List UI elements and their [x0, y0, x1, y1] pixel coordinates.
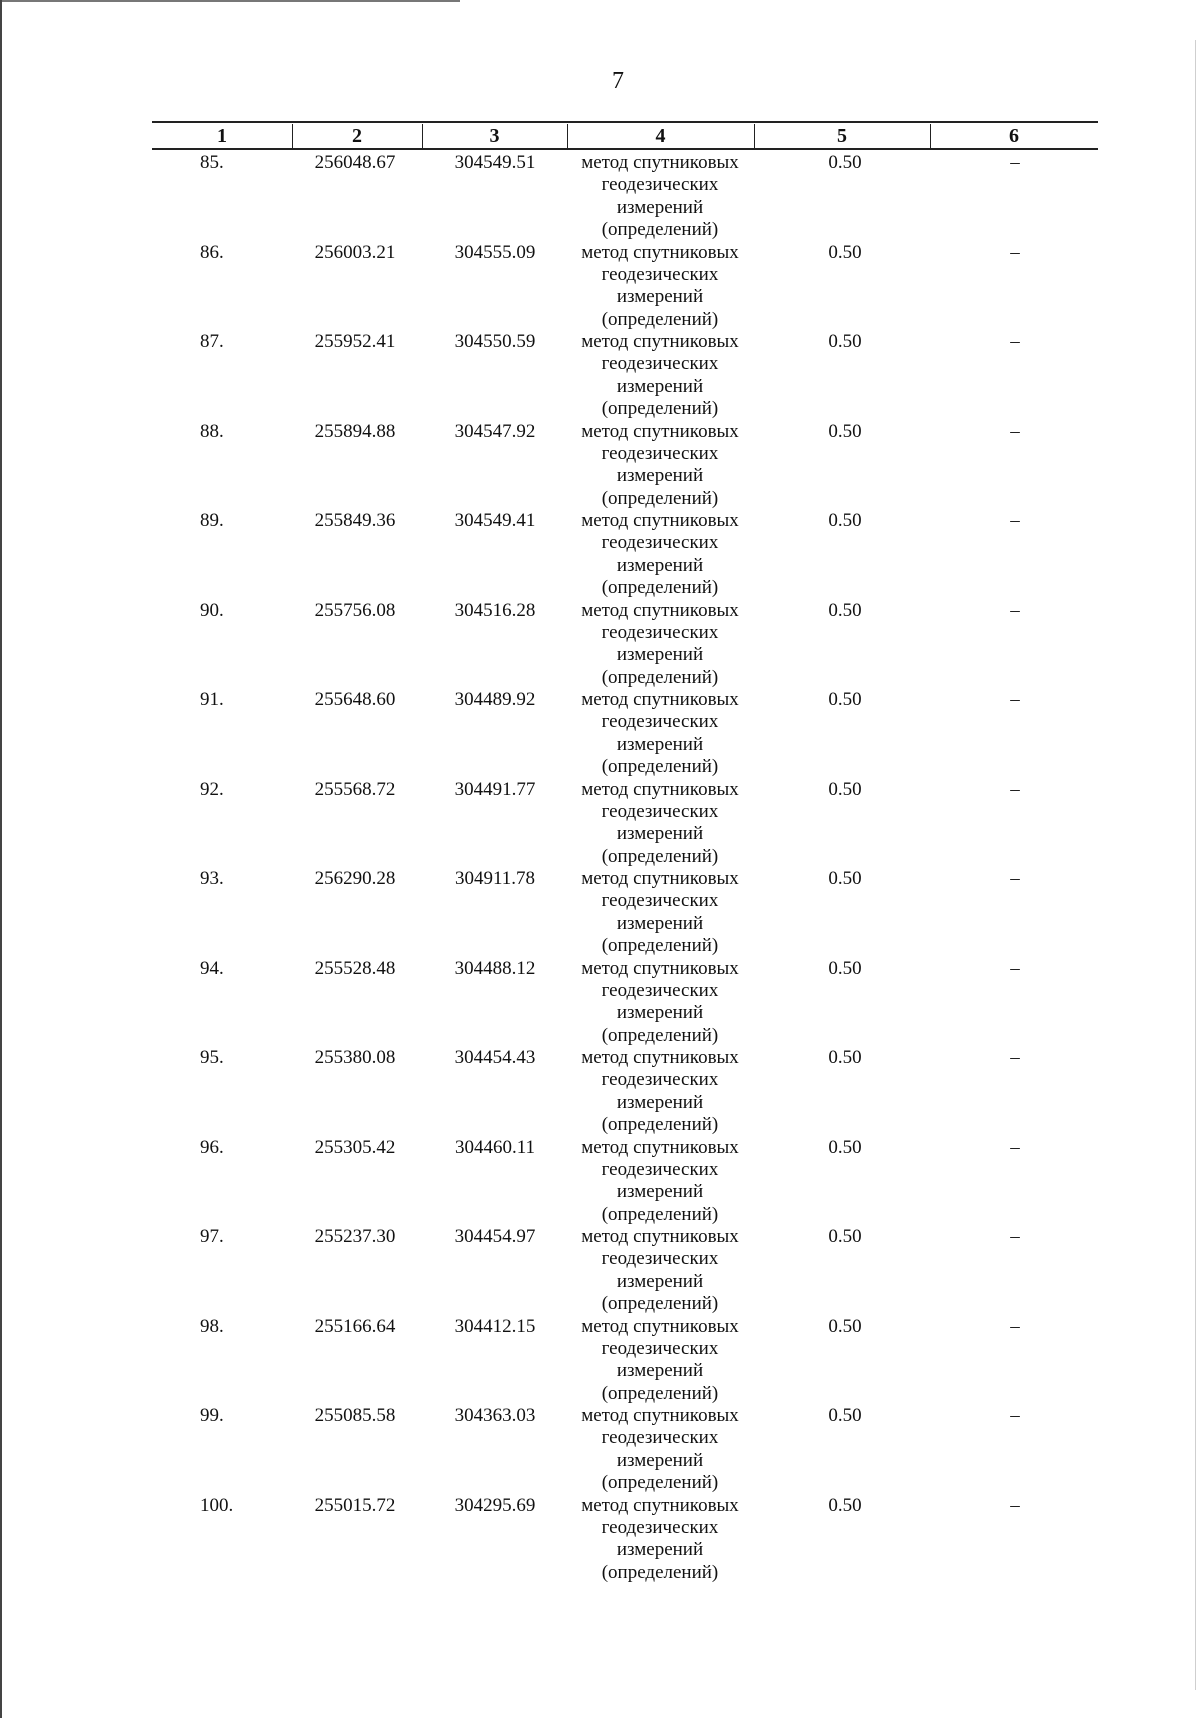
method-line: измерений [616, 375, 704, 397]
coordinate-y: 304460.11 [454, 1136, 536, 1158]
method-line: геодезических [601, 1516, 719, 1538]
method-line: измерений [616, 1270, 704, 1292]
determination-method [555, 689, 765, 779]
method-line: (определений) [601, 1472, 719, 1494]
accuracy-value: 0.50 [828, 957, 862, 979]
point-number: 88. [200, 420, 224, 442]
method-line: метод спутниковых [581, 1226, 739, 1247]
method-line: измерений [616, 196, 704, 218]
table-row [0, 1226, 1200, 1316]
method-line: геодезических [601, 442, 719, 464]
table-row [0, 510, 1200, 600]
accuracy-value: 0.50 [828, 1136, 862, 1158]
point-number: 87. [200, 331, 224, 352]
point-number: 86. [200, 241, 224, 263]
method-line: измерений [616, 733, 704, 755]
accuracy-value: 0.50 [828, 868, 862, 889]
method-line: геодезических [601, 174, 719, 196]
coordinate-y: 304549.41 [454, 510, 536, 531]
coordinate-x: 256048.67 [314, 152, 396, 173]
method-line: (определений) [601, 1114, 719, 1136]
method-line: геодезических [601, 1158, 719, 1180]
point-number: 93. [200, 868, 224, 889]
coordinate-x: 255085.58 [314, 1405, 396, 1426]
accuracy-value: 0.50 [828, 599, 862, 621]
determination-method [555, 331, 765, 421]
method-line: метод спутниковых [581, 599, 739, 621]
coordinate-y: 304488.12 [454, 957, 536, 979]
note-dash: – [1010, 1494, 1020, 1516]
table-row [0, 1316, 1200, 1406]
column-header-3: 3 [489, 125, 500, 147]
method-line: измерений [616, 554, 704, 576]
method-line: измерений [616, 1181, 704, 1203]
determination-method [555, 1047, 765, 1137]
coordinate-y: 304547.92 [454, 420, 536, 442]
coordinate-y: 304555.09 [454, 241, 536, 263]
method-line: геодезических [601, 1248, 719, 1270]
coordinate-y: 304550.59 [454, 331, 536, 352]
coordinate-x: 255237.30 [314, 1226, 396, 1247]
coordinate-y: 304911.78 [454, 868, 536, 889]
method-line: измерений [616, 1002, 704, 1024]
method-line: (определений) [601, 308, 719, 330]
method-line: геодезических [601, 711, 719, 733]
determination-method [555, 152, 765, 242]
note-dash: – [1010, 1315, 1020, 1337]
point-number: 92. [200, 778, 224, 800]
determination-method [555, 779, 765, 869]
point-number: 89. [200, 510, 224, 531]
scan-edge-top [0, 0, 460, 2]
table-row [0, 152, 1200, 242]
determination-method [555, 1226, 765, 1316]
method-line: измерений [616, 644, 704, 666]
method-line: метод спутниковых [581, 957, 739, 979]
method-line: метод спутниковых [581, 331, 739, 352]
method-line: измерений [616, 1539, 704, 1561]
coordinate-x: 255952.41 [314, 331, 396, 352]
note-dash: – [1010, 1405, 1020, 1426]
point-number: 85. [200, 152, 224, 173]
method-line: метод спутниковых [581, 420, 739, 442]
method-line: метод спутниковых [581, 1315, 739, 1337]
determination-method [555, 510, 765, 600]
note-dash: – [1010, 778, 1020, 800]
point-number: 99. [200, 1405, 224, 1426]
column-header-5: 5 [837, 125, 847, 147]
method-line: (определений) [601, 845, 719, 867]
accuracy-value: 0.50 [828, 1405, 862, 1426]
column-header-4: 4 [655, 125, 666, 147]
point-number: 91. [200, 689, 224, 710]
coordinate-x: 255166.64 [314, 1315, 396, 1337]
coordinate-x: 255648.60 [314, 689, 396, 710]
method-line: (определений) [601, 666, 719, 688]
table-row [0, 1405, 1200, 1495]
method-line: метод спутниковых [581, 241, 739, 263]
accuracy-value: 0.50 [828, 331, 862, 352]
method-line: измерений [616, 1449, 704, 1471]
determination-method [555, 1316, 765, 1406]
method-line: геодезических [601, 1337, 719, 1359]
note-dash: – [1010, 957, 1020, 979]
determination-method [555, 421, 765, 511]
accuracy-value: 0.50 [828, 1047, 862, 1068]
coordinate-x: 255015.72 [314, 1494, 396, 1516]
note-dash: – [1010, 868, 1020, 889]
table-row [0, 1495, 1200, 1585]
method-line: геодезических [601, 979, 719, 1001]
note-dash: – [1010, 152, 1020, 173]
method-line: (определений) [601, 1382, 719, 1404]
note-dash: – [1010, 510, 1020, 531]
column-header-2: 2 [352, 125, 362, 147]
coordinate-x: 255756.08 [314, 599, 396, 621]
coordinate-y: 304516.28 [454, 599, 536, 621]
point-number: 98. [200, 1315, 224, 1337]
coordinate-x: 256003.21 [314, 241, 396, 263]
determination-method [555, 958, 765, 1048]
accuracy-value: 0.50 [828, 778, 862, 800]
note-dash: – [1010, 1226, 1020, 1247]
method-line: измерений [616, 1360, 704, 1382]
method-line: измерений [616, 1091, 704, 1113]
table-row [0, 331, 1200, 421]
method-line: (определений) [601, 1024, 719, 1046]
coordinate-y: 304549.51 [454, 152, 536, 173]
accuracy-value: 0.50 [828, 420, 862, 442]
determination-method [555, 1137, 765, 1227]
accuracy-value: 0.50 [828, 510, 862, 531]
note-dash: – [1010, 420, 1020, 442]
method-line: измерений [616, 912, 704, 934]
point-number: 95. [200, 1047, 224, 1068]
table-row [0, 421, 1200, 511]
method-line: геодезических [601, 890, 719, 912]
method-line: (определений) [601, 935, 719, 957]
method-line: (определений) [601, 1293, 719, 1315]
method-line: (определений) [601, 1561, 719, 1583]
note-dash: – [1010, 689, 1020, 710]
method-line: геодезических [601, 1427, 719, 1449]
note-dash: – [1010, 331, 1020, 352]
method-line: измерений [616, 823, 704, 845]
method-line: геодезических [601, 621, 719, 643]
note-dash: – [1010, 241, 1020, 263]
table-row [0, 689, 1200, 779]
method-line: (определений) [601, 577, 719, 599]
method-line: метод спутниковых [581, 1494, 739, 1516]
method-line: метод спутниковых [581, 689, 739, 710]
accuracy-value: 0.50 [828, 241, 862, 263]
coordinate-y: 304454.43 [454, 1047, 536, 1068]
accuracy-value: 0.50 [828, 1494, 862, 1516]
method-line: (определений) [601, 219, 719, 241]
table-row [0, 958, 1200, 1048]
coordinate-y: 304363.03 [454, 1405, 536, 1426]
accuracy-value: 0.50 [828, 1315, 862, 1337]
coordinate-y: 304491.77 [454, 778, 536, 800]
method-line: метод спутниковых [581, 510, 739, 531]
table-header-top-rule [152, 121, 1098, 123]
method-line: геодезических [601, 800, 719, 822]
determination-method [555, 600, 765, 690]
table-header-bottom-rule [152, 148, 1098, 150]
column-header-6: 6 [1009, 125, 1019, 147]
coordinate-x: 255528.48 [314, 957, 396, 979]
coordinate-y: 304295.69 [454, 1494, 536, 1516]
note-dash: – [1010, 1047, 1020, 1068]
method-line: геодезических [601, 263, 719, 285]
method-line: метод спутниковых [581, 1047, 739, 1068]
table-row [0, 242, 1200, 332]
coordinate-y: 304489.92 [454, 689, 536, 710]
method-line: метод спутниковых [581, 868, 739, 889]
point-number: 94. [200, 957, 224, 979]
page-number: 7 [612, 68, 624, 94]
method-line: (определений) [601, 398, 719, 420]
method-line: (определений) [601, 756, 719, 778]
method-line: измерений [616, 465, 704, 487]
table-row [0, 779, 1200, 869]
method-line: (определений) [601, 487, 719, 509]
method-line: метод спутниковых [581, 1405, 739, 1426]
point-number: 96. [200, 1136, 224, 1158]
method-line: геодезических [601, 1069, 719, 1091]
method-line: метод спутниковых [581, 778, 739, 800]
coordinate-x: 255305.42 [314, 1136, 396, 1158]
table-row [0, 868, 1200, 958]
table-row [0, 1137, 1200, 1227]
point-number: 90. [200, 599, 224, 621]
accuracy-value: 0.50 [828, 689, 862, 710]
table-row [0, 600, 1200, 690]
coordinate-x: 255380.08 [314, 1047, 396, 1068]
column-header-1: 1 [217, 125, 227, 147]
table-row [0, 1047, 1200, 1137]
coordinate-x: 255849.36 [314, 510, 396, 531]
point-number: 100. [200, 1494, 234, 1516]
determination-method [555, 1405, 765, 1495]
coordinate-x: 255568.72 [314, 778, 396, 800]
accuracy-value: 0.50 [828, 1226, 862, 1247]
determination-method [555, 242, 765, 332]
coordinate-x: 256290.28 [314, 868, 396, 889]
method-line: геодезических [601, 353, 719, 375]
determination-method [555, 868, 765, 958]
coordinate-y: 304454.97 [454, 1226, 536, 1247]
method-line: метод спутниковых [581, 152, 739, 173]
method-line: геодезических [601, 532, 719, 554]
point-number: 97. [200, 1226, 224, 1247]
determination-method [555, 1495, 765, 1585]
note-dash: – [1010, 1136, 1020, 1158]
method-line: (определений) [601, 1203, 719, 1225]
method-line: измерений [616, 286, 704, 308]
coordinate-y: 304412.15 [454, 1315, 536, 1337]
coordinate-x: 255894.88 [314, 420, 396, 442]
accuracy-value: 0.50 [828, 152, 862, 173]
method-line: метод спутниковых [581, 1136, 739, 1158]
note-dash: – [1010, 599, 1020, 621]
